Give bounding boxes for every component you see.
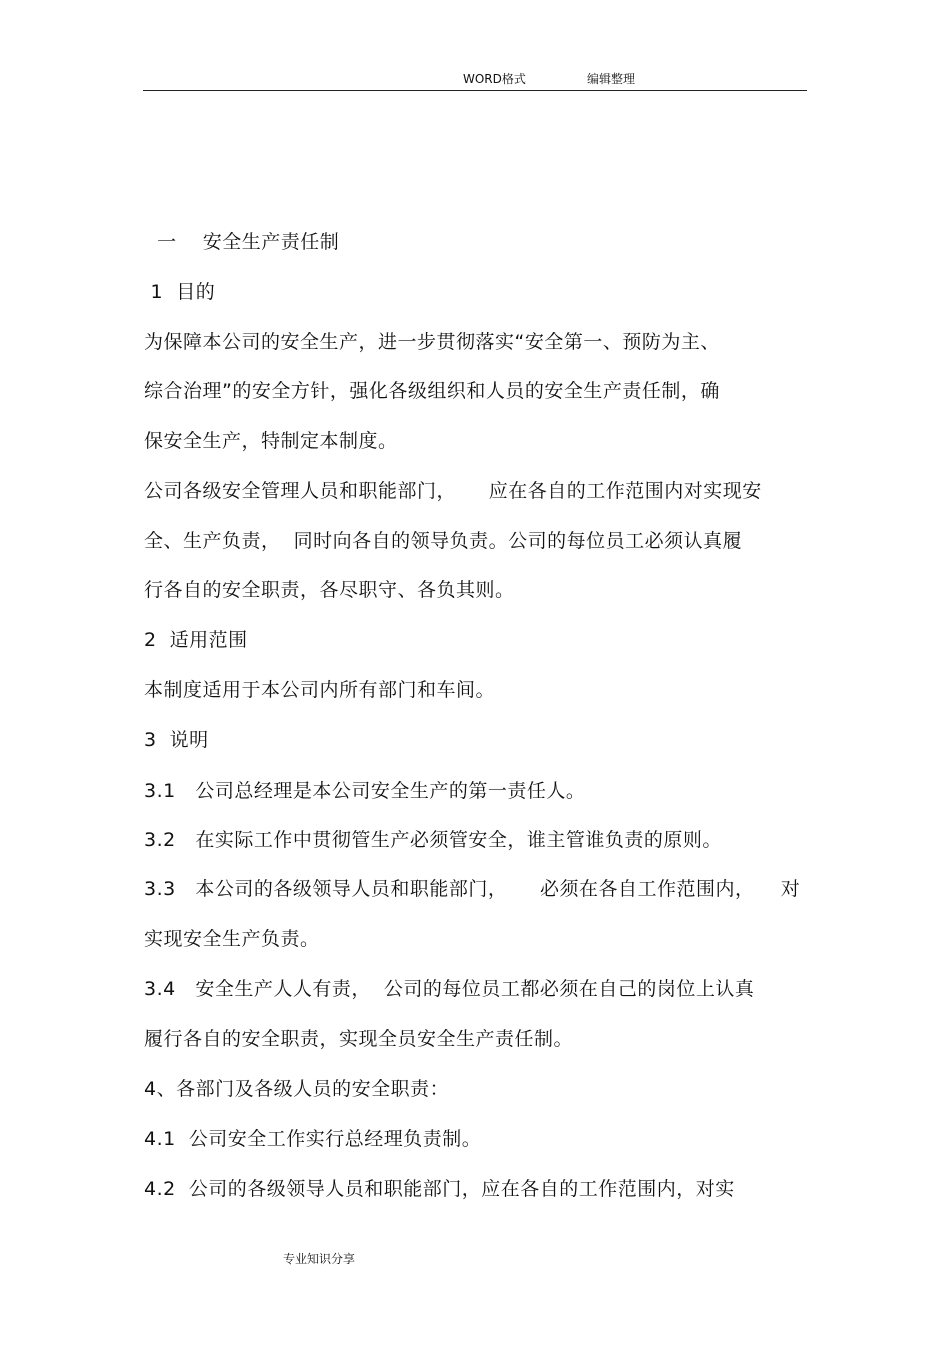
text-line: 全、生产负责， 同时向各自的领导负责。公司的每位员工必须认真履 [144, 530, 743, 552]
text-line: 3.1 公司总经理是本公司安全生产的第一责任人。 [144, 780, 586, 802]
page-header [143, 68, 807, 91]
heading-scope: 2 适用范围 [144, 629, 248, 651]
header-edit-label: 编辑整理 [587, 72, 636, 86]
text-line: 综合治理”的安全方针，强化各级组织和人员的安全生产责任制，确 [144, 380, 720, 402]
heading-duties: 4、各部门及各级人员的安全职责： [144, 1078, 450, 1100]
text-line: 4.2 公司的各级领导人员和职能部门，应在各自的工作范围内，对实 [144, 1178, 735, 1200]
text-line: 3.2 在实际工作中贯彻管生产必须管安全，谁主管谁负责的原则。 [144, 829, 722, 851]
text-line: 为保障本公司的安全生产，进一步贯彻落实“安全第一、预防为主、 [144, 331, 720, 353]
text-line: 行各自的安全职责，各尽职守、各负其则。 [144, 579, 515, 601]
text-line: 本制度适用于本公司内所有部门和车间。 [144, 679, 496, 701]
text-line: 公司各级安全管理人员和职能部门， 应在各自的工作范围内对实现安 [144, 480, 762, 502]
heading-purpose: 1 目的 [144, 281, 216, 303]
header-format-label: WORD格式 [463, 72, 526, 86]
heading-description: 3 说明 [144, 729, 209, 751]
text-line: 实现安全生产负责。 [144, 928, 320, 950]
section-title: 一 安全生产责任制 [144, 231, 340, 253]
text-line: 3.3 本公司的各级领导人员和职能部门， 必须在各自工作范围内， 对 [144, 878, 801, 900]
text-line: 3.4 安全生产人人有责， 公司的每位员工都必须在自己的岗位上认真 [144, 978, 755, 1000]
text-line: 4.1 公司安全工作实行总经理负责制。 [144, 1128, 482, 1150]
text-line: 履行各自的安全职责，实现全员安全生产责任制。 [144, 1028, 574, 1050]
page-footer: 专业知识分享 [283, 1252, 356, 1266]
text-line: 保安全生产，特制定本制度。 [144, 430, 398, 452]
